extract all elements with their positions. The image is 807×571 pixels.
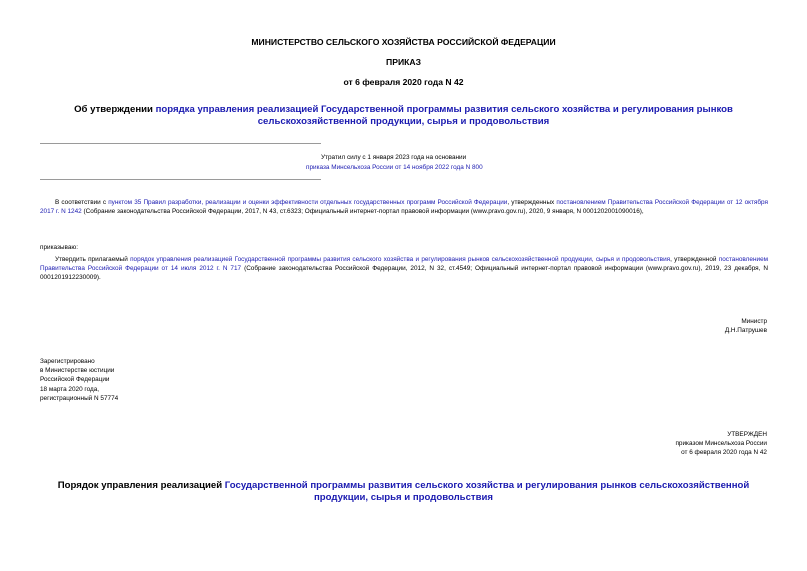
preamble-text-2: , утвержденных [507,199,557,206]
signature-name: Д.Н.Патрушев [724,327,767,335]
approved-block [675,430,767,458]
orders-label: приказываю: [40,244,78,251]
expiry-link-wrap [306,163,483,172]
registration-block [40,357,118,403]
expiry-note: Утратил силу с 1 января 2023 года на основании [321,154,467,161]
preamble-text-1: В соответствии с [55,199,109,206]
approve-link-procedure[interactable]: порядок управления реализацией Государственной программы развития сельского хозяйства и регулирования рынков сельскохозяйственной продукции, сырья и продовольствия [130,256,671,263]
preamble-paragraph [40,198,768,216]
doc-type-heading: ПРИКАЗ [386,57,421,67]
registration-line: регистрационный N 57774 [40,394,119,402]
signature-position: Министр [741,318,767,325]
preamble-link-rules[interactable]: пунктом 35 Правил разработки, реализации и оценки эффективности отдельных государственных программ Российской Федерации [108,199,508,206]
approved-label: УТВЕРЖДЕН [727,431,767,438]
procedure-title-prefix: Порядок управления реализацией [57,480,225,491]
approve-text-2: , утвержденной [670,256,719,263]
approve-link-resolution[interactable]: постановлением Правительства Российской Федерации от 14 июля 2012 г. N 717 [40,256,769,273]
preamble-link-resolution[interactable]: постановлением Правительства Российской Федерации от 12 октября 2017 г. N 1242 [40,199,768,216]
signature-block [725,317,767,335]
registration-line: в Министерстве юстиции [40,367,115,375]
ministry-heading: МИНИСТЕРСТВО СЕЛЬСКОГО ХОЗЯЙСТВА РОССИЙСКОЙ ФЕДЕРАЦИИ [251,37,556,47]
order-title [40,104,767,128]
preamble-text-3: (Собрание законодательства Российской Федерации, 2017, N 43, ст.6323; Официальный интернет-портал правовой информации (www.pravo.gov.ru), 2020, 9 января, N 0001202001090016), [81,208,644,216]
procedure-title [40,480,767,504]
approve-paragraph [40,255,768,282]
registration-line: Зарегистрировано [40,358,95,365]
registration-line: Российской Федерации [40,376,110,384]
approve-text-3: (Собрание законодательства Российской Федерации, 2012, N 32, ст.4549; Официальный интернет-портал правовой информации (www.pravo.gov.ru), 2019, 23 декабря, N 0001201912230009). [40,265,768,282]
procedure-title-link[interactable]: Государственной программы развития сельского хозяйства и регулирования рынков сельскохозяйственной продукции, сырья и продовольствия [224,480,750,503]
order-title-prefix: Об утверждении [74,104,156,115]
approved-line: от 6 февраля 2020 года N 42 [681,449,767,457]
registration-line: 18 марта 2020 года, [40,385,100,393]
doc-date-heading: от 6 февраля 2020 года N 42 [343,77,464,87]
approve-text-1: Утвердить прилагаемый [55,256,131,263]
order-title-link[interactable]: порядка управления реализацией Государственной программы развития сельского хозяйства и регулирования рынков сельскохозяйственной продукции, сырья и продовольствия [155,104,733,127]
divider-top [40,143,321,144]
approved-line: приказом Минсельхоза России [675,440,767,448]
divider-bottom [40,179,321,180]
expiry-link[interactable]: приказа Минсельхоза России от 14 ноября 2022 года N 800 [306,164,483,171]
